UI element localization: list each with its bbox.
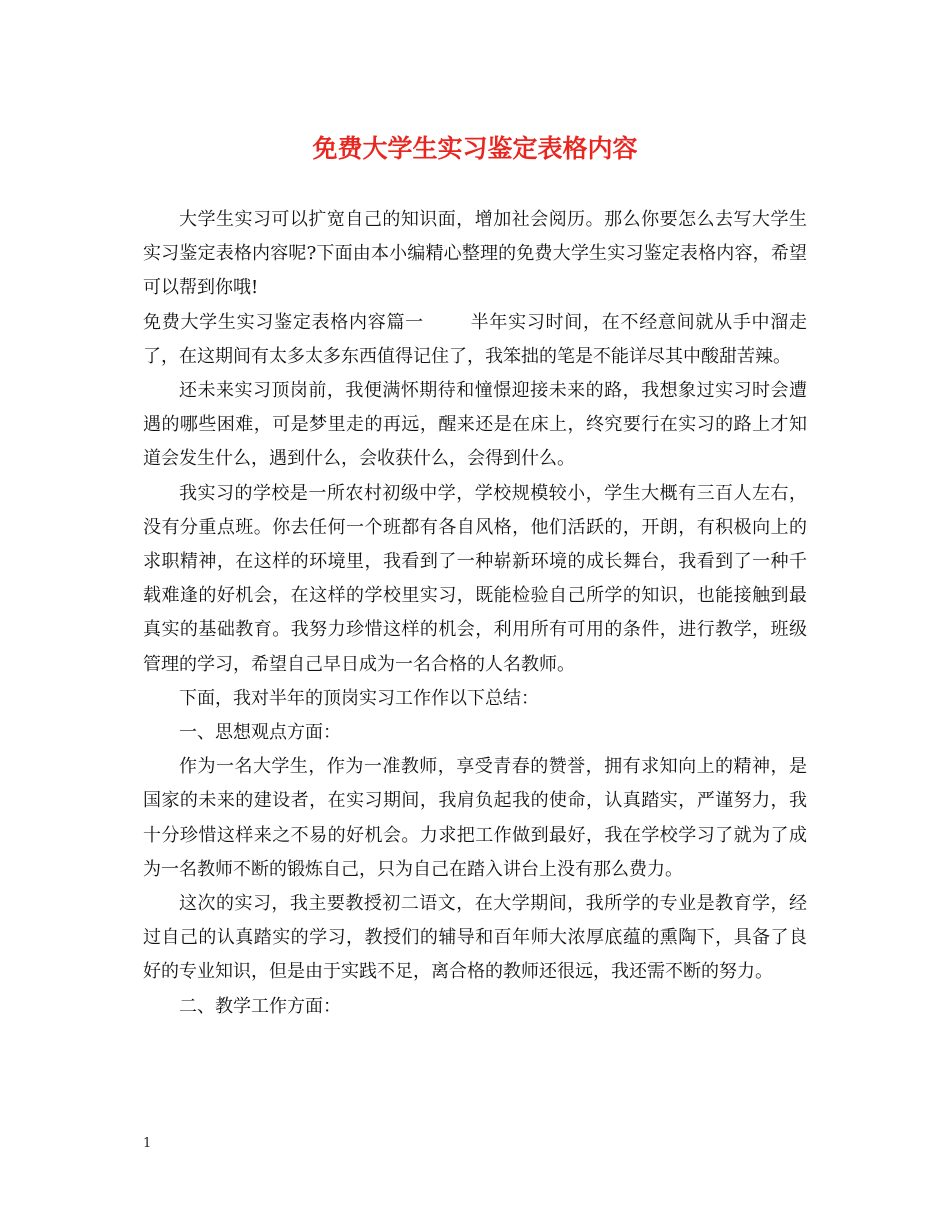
section-text: 半年实习时间，在不经意间就从手中溜走了，在这期间有太多太多东西值得记住了，我笨拙的笔是不能详尽其中酸甜苦辣。 <box>143 311 808 367</box>
body-paragraph: 还未来实习顶岗前，我便满怀期待和憧憬迎接未来的路，我想象过实习时会遭遇的哪些困难，可是梦里走的再远，醒来还是在床上，终究要行在实习的路上才知道会发生什么，遇到什么，会收获什么，会得到什么。 <box>143 380 807 470</box>
body-paragraph: 作为一名大学生，作为一准教师，享受青春的赞誉，拥有求知向上的精神，是国家的未来的建设者，在实习期间，我肩负起我的使命，认真踏实，严谨努力，我十分珍惜这样来之不易的好机会。力求把工作做到最好，我在学校学习了就为了成为一名教师不断的锻炼自己，只为自己在踏入讲台上没有那么费力。 <box>143 756 807 880</box>
section-paragraph <box>143 306 807 374</box>
subheading: 一、思想观点方面： <box>179 722 341 744</box>
body-paragraph: 这次的实习，我主要教授初二语文，在大学期间，我所学的专业是教育学，经过自己的认真踏实的学习，教授们的辅导和百年师大浓厚底蕴的熏陶下，具备了良好的专业知识，但是由于实践不足，离合格的教师还很远，我还需不断的努力。 <box>143 893 807 983</box>
body-paragraph: 下面，我对半年的顶岗实习工作作以下总结： <box>179 687 539 709</box>
document-body <box>143 203 807 1024</box>
page-number: 1 <box>143 1136 152 1151</box>
subheading: 二、教学工作方面： <box>179 995 341 1017</box>
section-heading: 免费大学生实习鉴定表格内容篇一 <box>143 311 424 333</box>
body-paragraph: 我实习的学校是一所农村初级中学，学校规模较小，学生大概有三百人左右，没有分重点班。你去任何一个班都有各自风格，他们活跃的，开朗，有积极向上的求职精神，在这样的环境里，我看到了一种崭新环境的成长舞台，我看到了一种千载难逢的好机会，在这样的学校里实习，既能检验自己所学的知识，也能接触到最真实的基础教育。我努力珍惜这样的机会，利用所有可用的条件，进行教学，班级管理的学习，希望自己早日成为一名合格的人名教师。 <box>143 482 807 675</box>
document-title: 免费大学生实习鉴定表格内容 <box>312 134 638 163</box>
intro-paragraph: 大学生实习可以扩宽自己的知识面，增加社会阅历。那么你要怎么去写大学生实习鉴定表格内容呢?下面由本小编精心整理的免费大学生实习鉴定表格内容，希望可以帮到你哦! <box>143 209 807 299</box>
